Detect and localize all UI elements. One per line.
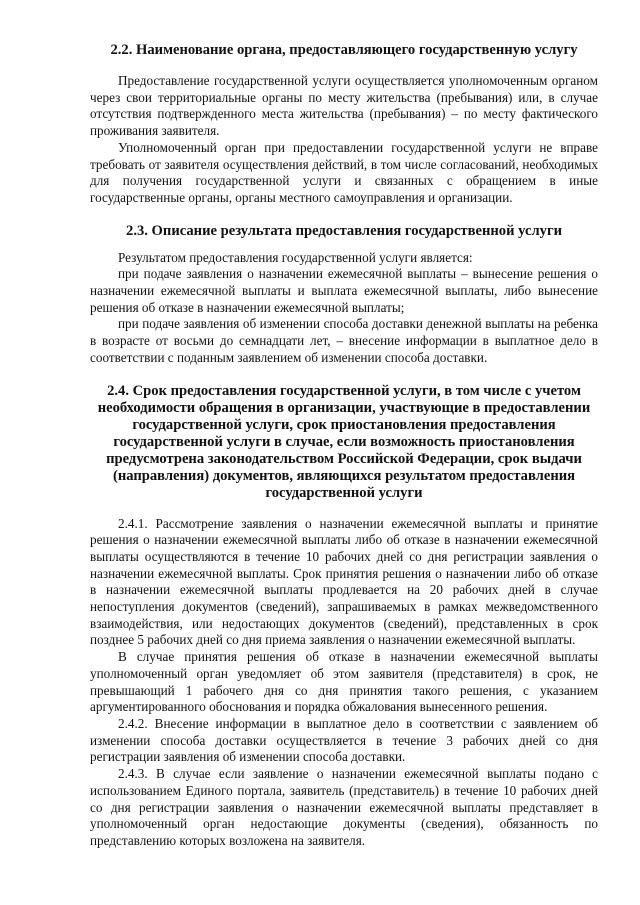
paragraph: 2.4.1. Рассмотрение заявления о назначении ежемесячной выплаты и принятие решения о назначении ежемесячной выплаты либо об отказе в назначении ежемесячной выплаты осуществляются в течение 10 рабочих дней со дня регистрации заявления о назначении ежемесячной выплаты. Срок принятия решения о назначении либо об отказе в назначении ежемесячной выплаты продлевается на 20 рабочих дней в случае непоступления документов (сведений), запрашиваемых в рамках межведомственного взаимодействия, или недостающих документов (сведений), представленных в срок позднее 5 рабочих дней со дня приема заявления о назначении ежемесячной выплаты. bbox=[90, 515, 598, 648]
paragraph: Предоставление государственной услуги осуществляется уполномоченным органом через свои территориальные органы по месту жительства (пребывания) или, в случае отсутствия подтвержденного места жительства (пребывания) – по месту фактического проживания заявителя. bbox=[90, 73, 598, 139]
section-2-4 bbox=[90, 383, 598, 850]
section-heading: 2.2. Наименование органа, предоставляющего государственную услугу bbox=[110, 42, 578, 58]
section-2-3 bbox=[90, 223, 598, 367]
section-heading: 2.3. Описание результата предоставления государственной услуги bbox=[126, 222, 562, 239]
paragraph: 2.4.3. В случае если заявление о назначении ежемесячной выплаты подано с использованием Единого портала, заявитель (представитель) в течение 10 рабочих дней со дня регистрации заявления о назначении ежемесячной выплаты представляет в уполномоченный орган недостающие документы (сведения), обязанность по представлению которых возложена на заявителя. bbox=[90, 766, 598, 848]
paragraph: Результатом предоставления государственной услуги является: bbox=[118, 249, 473, 265]
section-2-2 bbox=[90, 42, 598, 207]
paragraph: при подаче заявления об изменении способа доставки денежной выплаты на ребенка в возрасте от восьми до семнадцати лет, – внесение информации в выплатное дело в соответствии с поданным заявлением об изменении способа доставки. bbox=[90, 316, 598, 365]
paragraph: Уполномоченный орган при предоставлении государственной услуги не вправе требовать от заявителя осуществления действий, в том числе согласований, необходимых для получения государственной услуги и связанных с обращением в иные государственные органы, органы местного самоуправления и организации. bbox=[90, 139, 598, 205]
paragraph: 2.4.2. Внесение информации в выплатное дело в соответствии с заявлением об изменении способа доставки осуществляется в течение 3 рабочих дней со дня регистрации заявления об изменении способа доставки. bbox=[90, 715, 598, 765]
section-heading: 2.4. Срок предоставления государственной услуги, в том числе с учетом необходимости обращения в организации, участвующие в предоставлении государственной услуги, срок приостановления предоставления государственной услуги в случае, если возможность приостановления предусмотрена законодательством Российской Федерации, срок выдачи (направления) документов, являющихся результатом предоставления государственной услуги bbox=[97, 382, 591, 501]
paragraph: В случае принятия решения об отказе в назначении ежемесячной выплаты уполномоченный орган уведомляет об этом заявителя (представителя) в срок, не превышающий 1 рабочего дня со дня принятия такого решения, с указанием аргументированного обоснования и порядка обжалования вынесенного решения. bbox=[90, 649, 598, 715]
paragraph: при подаче заявления о назначении ежемесячной выплаты – вынесение решения о назначении ежемесячной выплаты и выплата ежемесячной выплаты, либо вынесение решения об отказе в назначении ежемесячной выплаты; bbox=[90, 266, 598, 315]
